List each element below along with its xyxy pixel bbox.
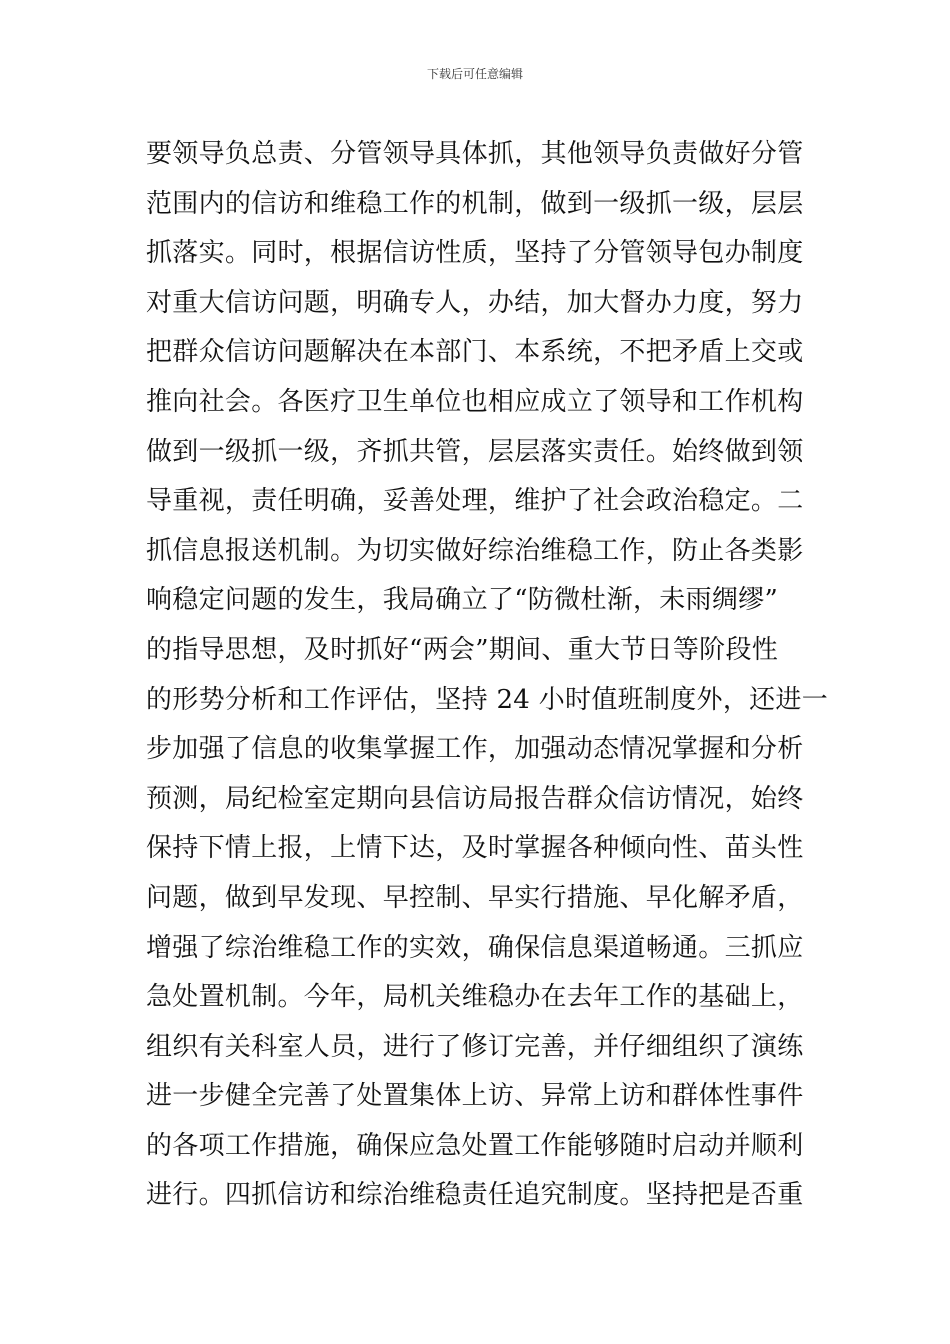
text-line: 步加强了信息的收集掌握工作，加强动态情况掌握和分析 [146,734,804,765]
text-line: 的形势分析和工作评估，坚持 24 小时值班制度外，还进一 [146,684,829,715]
text-line: 导重视，责任明确，妥善处理，维护了社会政治稳定。二 [146,486,804,517]
text-line: 问题，做到早发现、早控制、早实行措施、早化解矛盾， [146,882,804,913]
text-line: 进一步健全完善了处置集体上访、异常上访和群体性事件 [146,1081,804,1112]
text-line: 抓落实。同时，根据信访性质，坚持了分管领导包办制度 [146,238,804,269]
text-line: 对重大信访问题，明确专人，办结，加大督办力度，努力 [146,287,804,318]
text-line: 响稳定问题的发生，我局确立了“防微杜渐，未雨绸缪” [146,585,779,616]
text-line: 预测，局纪检室定期向县信访局报告群众信访情况，始终 [146,783,804,814]
body-text [146,130,829,1221]
page-header: 下载后可任意编辑 [426,67,523,81]
text-line: 要领导负总责、分管领导具体抓，其他领导负责做好分管 [146,139,804,169]
text-line: 推向社会。各医疗卫生单位也相应成立了领导和工作机构 [146,386,804,417]
text-line: 保持下情上报，上情下达，及时掌握各种倾向性、苗头性 [146,833,804,864]
text-line: 组织有关科室人员，进行了修订完善，并仔细组织了演练 [146,1031,804,1062]
text-line: 把群众信访问题解决在本部门、本系统，不把矛盾上交或 [146,337,804,368]
text-line: 增强了综治维稳工作的实效，确保信息渠道畅通。三抓应 [146,932,804,963]
text-line: 做到一级抓一级，齐抓共管，层层落实责任。始终做到领 [146,436,804,467]
text-line: 抓信息报送机制。为切实做好综治维稳工作，防止各类影 [146,535,804,566]
text-line: 的指导思想，及时抓好“两会”期间、重大节日等阶段性 [146,634,779,665]
text-line: 范围内的信访和维稳工作的机制，做到一级抓一级，层层 [146,188,804,219]
text-line: 进行。四抓信访和综治维稳责任追究制度。坚持把是否重 [146,1180,804,1211]
text-line: 的各项工作措施，确保应急处置工作能够随时启动并顺利 [146,1130,804,1161]
text-line: 急处置机制。今年，局机关维稳办在去年工作的基础上， [146,982,804,1013]
